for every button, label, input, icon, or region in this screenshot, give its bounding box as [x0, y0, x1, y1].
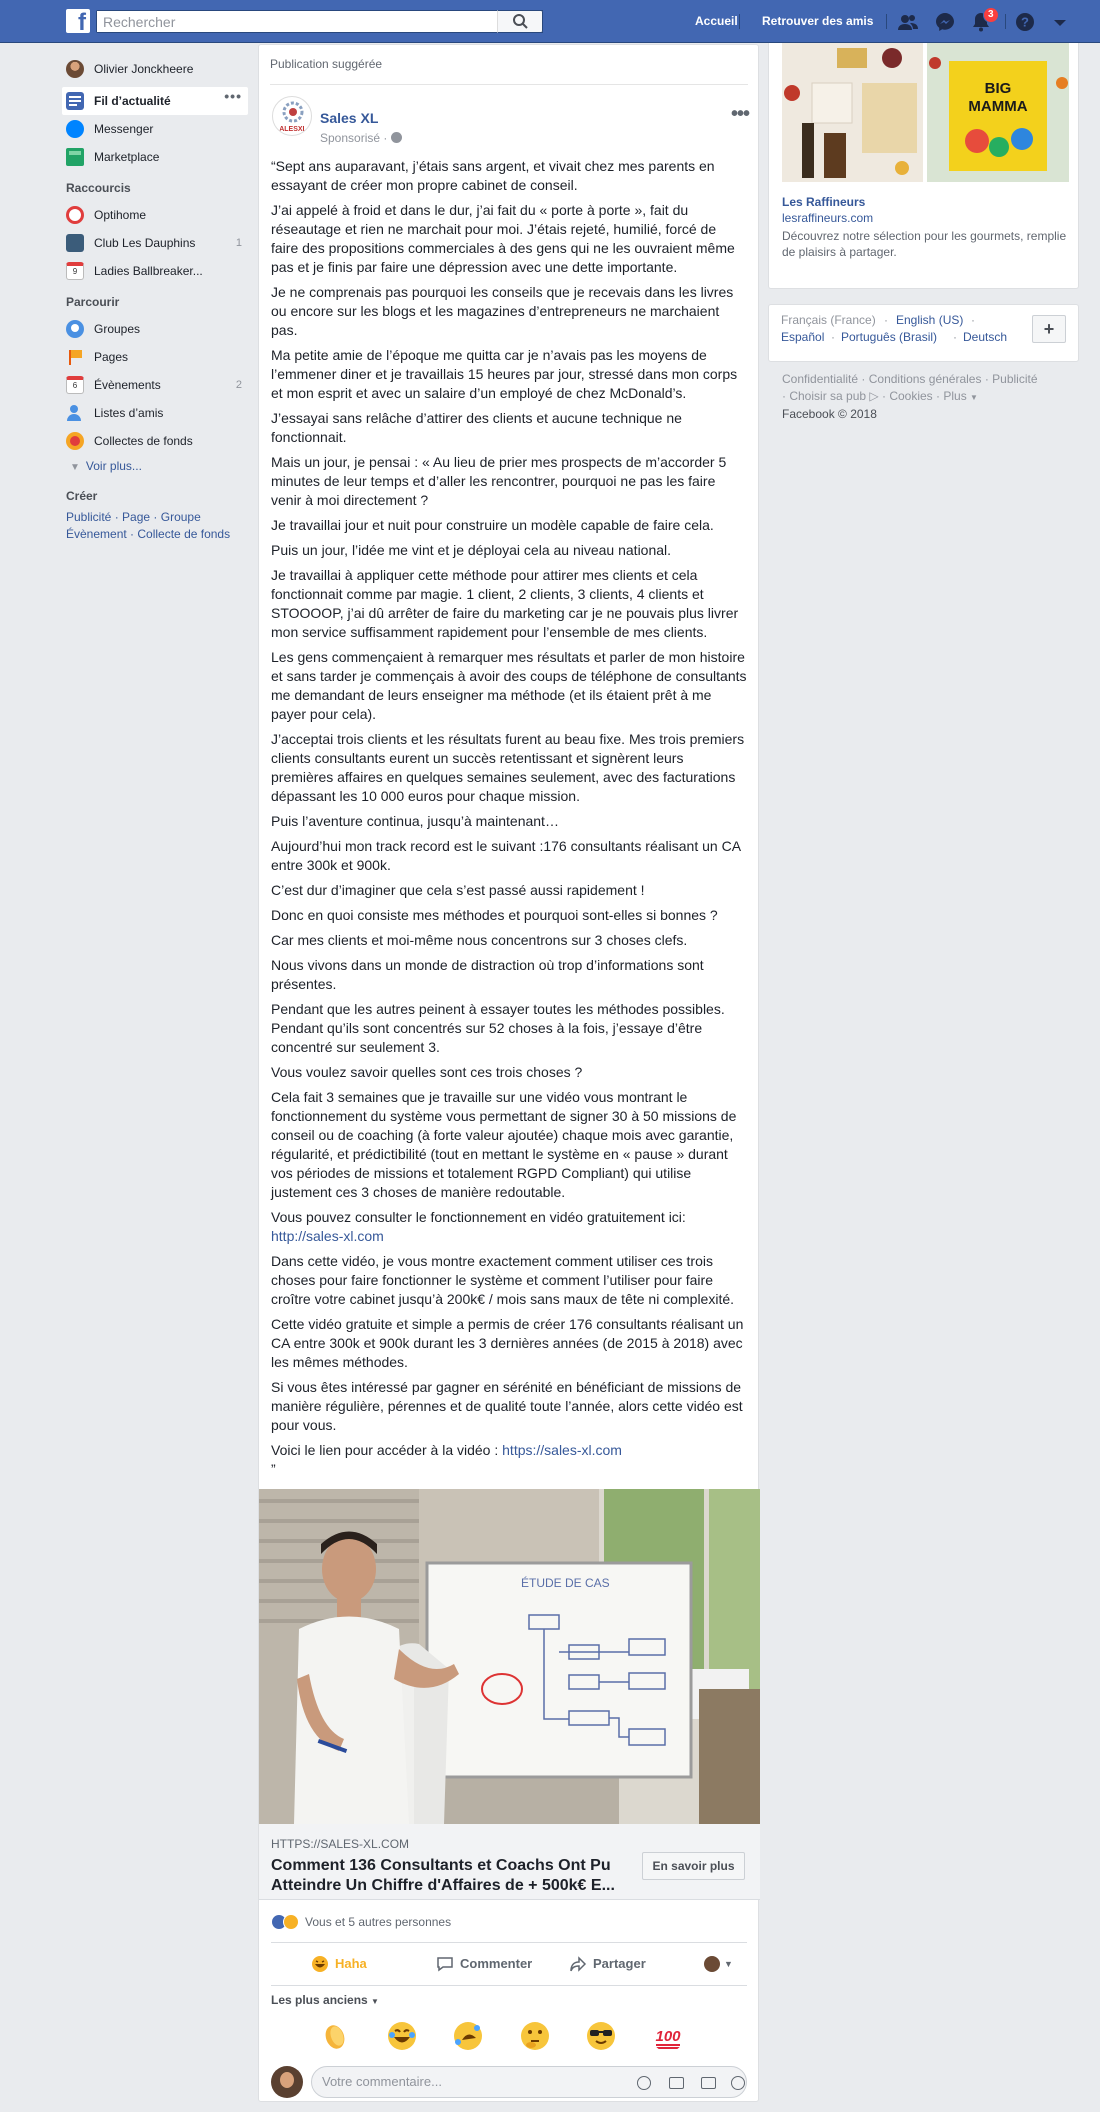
chevron-down-icon: ▼ [371, 1997, 379, 2006]
hundred-points-icon[interactable] [652, 2020, 684, 2052]
sponsored-post-card [258, 44, 759, 2102]
chevron-down-icon: ▼ [70, 462, 80, 473]
rolling-laughing-icon[interactable] [452, 2020, 484, 2052]
ad-description: Découvrez notre sélection pour les gourmets, remplie de plaisirs à partager. [782, 229, 1067, 259]
ad-advertiser-name[interactable]: Les Raffineurs [782, 195, 866, 209]
sidebar-item-groups[interactable] [62, 315, 248, 343]
post-paragraph: Mais un jour, je pensai : « Au lieu de prier mes prospects de m’accorder 5 minutes de leur temps et d’aller les rencontrer, pourquoi ne pas les faire venir à moi directement ? [271, 454, 727, 508]
final-text: Voici le lien pour accéder à la vidéo : [271, 1442, 499, 1458]
post-paragraph: J’acceptai trois clients et les résultats furent au beau fixe. Mes trois premiers clients consultants eurent un succès retentissant et signèrent leurs premières affaires en quelques semaines seulement, avec des facturations dépassant les 10 000 euros pour chaque mission. [271, 731, 745, 804]
sidebar-item-label: Messenger [94, 122, 154, 136]
emoji-icon[interactable] [637, 2076, 651, 2090]
sidebar-item-label: Marketplace [94, 150, 160, 164]
reaction-audience-selector[interactable] [704, 1943, 733, 1985]
create-group-link[interactable]: Groupe [160, 510, 201, 524]
sort-label: Les plus anciens [271, 1993, 368, 2007]
sidebar-item-pages[interactable] [62, 343, 248, 371]
post-paragraph: Puis l’aventure continua, jusqu’à maintenant… [271, 813, 559, 829]
sidebar-item-marketplace[interactable] [62, 143, 248, 171]
post-paragraph: Si vous êtes intéressé par gagner en sérénité en bénéficiant de missions de manière régulière, pérennes et de qualité toute l’année, alors cette vidéo est pour vous. [271, 1379, 743, 1433]
optihome-page-icon [66, 206, 84, 224]
notifications-badge: 3 [983, 7, 999, 23]
post-paragraph: Pendant que les autres peinent à essayer toutes les méthodes possibles. Pendant qu’ils sont concentrés sur 52 choses à la fois, j’essaye d’être concentré sur seulement 3. [271, 1001, 725, 1055]
post-paragraph: Ma petite amie de l’époque me quitta car je n’avais pas les moyens de l’emmener diner et je travaillais 15 heures par jour, stressé dans mon corps et mon esprit et avec un salaire d’un employé de chez McDonald’s. [271, 347, 738, 401]
clapping-hands-icon[interactable] [319, 2020, 351, 2052]
separator: · [884, 313, 888, 327]
final-link[interactable]: https://sales-xl.com [502, 1442, 622, 1458]
share-button[interactable] [569, 1943, 646, 1985]
quick-reaction-emojis [319, 2020, 719, 2060]
language-link[interactable]: Deutsch [963, 330, 1008, 344]
share-label: Partager [593, 1956, 646, 1971]
svg-text:ALESXL: ALESXL [279, 126, 307, 133]
thinking-face-icon[interactable] [519, 2020, 551, 2052]
fundraiser-heart-icon [66, 432, 84, 450]
profile-link[interactable] [62, 55, 248, 83]
page-name-link[interactable]: Sales XL [320, 110, 379, 126]
link-title-line-1[interactable]: Comment 136 Consultants et Coachs Ont Pu [271, 1857, 611, 1874]
search-button[interactable] [497, 10, 543, 33]
post-paragraph: C’est dur d’imaginer que cela s’est passé aussi rapidement ! [271, 882, 645, 898]
svg-text:ÉTUDE DE CAS: ÉTUDE DE CAS [521, 1576, 610, 1590]
comment-placeholder: Votre commentaire... [322, 2074, 442, 2089]
marketplace-icon [66, 148, 84, 166]
tears-of-joy-icon[interactable] [386, 2020, 418, 2052]
sales-xl-logo [273, 97, 312, 136]
sidebar-item-events[interactable] [62, 371, 248, 399]
shortcuts-title: Raccourcis [66, 181, 131, 195]
post-paragraph: Cette vidéo gratuite et simple a permis de créer 176 consultants réalisant un CA entre 300k et 900k durant les 3 dernières années (de 2015 à 2018) avec les mêmes méthodes. [271, 1316, 744, 1370]
search-icon [498, 11, 544, 32]
post-paragraph: “Sept ans auparavant, j’étais sans argent, et vivait chez mes parents en essayant de créer mon propre cabinet de conseil. [271, 158, 715, 193]
sidebar-item-label: Groupes [94, 322, 141, 336]
ad-url[interactable]: lesraffineurs.com [782, 211, 874, 225]
left-sidebar [62, 55, 248, 543]
consult-text: Vous pouvez consulter le fonctionnement en vidéo gratuitement ici: [271, 1209, 686, 1225]
post-paragraph: Vous voulez savoir quelles sont ces trois choses ? [271, 1064, 583, 1080]
post-paragraph: Donc en quoi consiste mes méthodes et pourquoi sont-elles si bonnes ? [271, 907, 718, 923]
haha-button[interactable] [311, 1943, 367, 1985]
post-paragraph: Car mes clients et moi-même nous concentrons sur 3 choses clefs. [271, 932, 688, 948]
avatar [704, 1956, 720, 1972]
calendar-icon: 6 [66, 376, 84, 394]
footer-links: Confidentialité · Conditions générales · Publicité · Choisir sa pub ▷ · Cookies · Plus ▼ Facebook © 2018 [782, 372, 1038, 421]
sidebar-item-optihome[interactable] [62, 201, 248, 229]
top-bar [0, 0, 1100, 43]
sidebar-item-friend-lists[interactable] [62, 399, 248, 427]
language-link[interactable]: English (US) [896, 313, 964, 327]
add-language-button[interactable]: + [1032, 315, 1066, 343]
reactions-text: Vous et 5 autres personnes [305, 1915, 452, 1929]
calendar-icon: 9 [66, 262, 84, 280]
profile-name: Olivier Jonckheere [94, 62, 194, 76]
consult-link[interactable]: http://sales-xl.com [271, 1228, 384, 1244]
share-icon [569, 1955, 587, 1973]
separator: · [971, 313, 975, 327]
post-text [271, 157, 747, 1479]
post-paragraph [271, 1208, 747, 1246]
post-paragraph: Dans cette vidéo, je vous montre exactement comment utiliser ces trois choses pour faire fonctionner le système et comment l’utiliser pour faire croître votre cabinet jusqu’à 200k€ / mois sans maux de tête ni complexité. [271, 1253, 735, 1307]
create-title: Créer [66, 489, 98, 503]
ad-photo-1 [782, 43, 923, 182]
footer-link[interactable]: Cookies [889, 389, 933, 403]
sidebar-item-label: Ladies Ballbreaker... [94, 264, 203, 278]
sunglasses-face-icon[interactable] [585, 2020, 617, 2052]
create-ad-link[interactable]: Publicité [66, 510, 112, 524]
sidebar-item-messenger[interactable] [62, 115, 248, 143]
explore-title: Parcourir [66, 295, 120, 309]
chevron-down-icon: ▼ [970, 393, 978, 402]
see-more-link[interactable] [62, 455, 248, 477]
sidebar-item-news-feed[interactable] [62, 87, 248, 115]
footer-link[interactable]: Plus [943, 389, 967, 403]
sponsored-ad[interactable] [768, 43, 1079, 289]
current-language: Français (France) [781, 313, 876, 327]
facebook-logo[interactable]: f [66, 9, 90, 33]
comment-label: Commenter [460, 1956, 533, 1971]
post-paragraph: Les gens commençaient à remarquer mes résultats et parler de mon histoire et sans tarder je commençais à avoir des coups de téléphone de consultants me demandant de leurs enseigner ma méthode (et ils étaient prêt à me payer pour cela). [271, 649, 747, 722]
haha-label: Haha [335, 1956, 367, 1971]
camera-icon[interactable] [669, 2077, 684, 2089]
avatar [271, 2066, 303, 2098]
ad-image-cookbook[interactable] [927, 43, 1069, 182]
haha-icon [311, 1955, 329, 1973]
post-paragraph: Je travaillai à appliquer cette méthode pour attirer mes clients et cela fonctionnait comme par magie. 1 client, 2 clients, 3 clients, 4 clients et STOOOOP, j’ai dû arrêter de faire du marketing car je ne pouvais plus livrer mon service suffisamment rapidement pour l’ensemble de mes clients. [271, 567, 739, 640]
ad-photo-2 [927, 43, 1069, 182]
separator: · [953, 330, 957, 344]
create-links: Publicité · Page · Groupe Évènement · Collecte de fonds [66, 510, 231, 541]
messenger-icon[interactable] [934, 11, 956, 33]
suggested-post-label: Publication suggérée [270, 45, 748, 85]
create-page-link[interactable]: Page [122, 510, 151, 524]
adchoices-icon: ▷ [869, 389, 879, 403]
see-more-label: Voir plus... [85, 459, 142, 473]
post-paragraph: Nous vivons dans un monde de distraction où trop d’informations sont présentes. [271, 957, 704, 992]
create-event-link[interactable]: Évènement [66, 527, 127, 541]
reactions-summary[interactable] [271, 1907, 451, 1937]
more-options-icon[interactable]: ••• [224, 88, 242, 104]
friend-list-icon [66, 404, 84, 422]
sidebar-item-label: Pages [94, 350, 129, 364]
sidebar-item-label: Collectes de fonds [94, 434, 193, 448]
sidebar-item-fundraisers[interactable] [62, 427, 248, 455]
svg-text:BIG: BIG [984, 80, 1012, 97]
footer-link[interactable]: Confidentialité [782, 372, 859, 386]
account-menu-chevron-down-icon[interactable] [1049, 11, 1071, 33]
svg-text:100: 100 [655, 2028, 681, 2045]
post-meta: Sponsorisé · [320, 131, 402, 145]
group-avatar-icon [66, 234, 84, 252]
home-link[interactable]: Accueil [695, 14, 738, 28]
footer-link[interactable]: Choisir sa pub [789, 389, 867, 403]
post-paragraph: Je ne comprenais pas pourquoi les conseils que je recevais dans les livres ou encore sur les blogs et les magazines d’entrepreneurs ne marchaient pas. [271, 284, 734, 338]
link-preview[interactable] [259, 1824, 760, 1900]
page-avatar[interactable] [272, 96, 312, 136]
post-paragraphs [271, 157, 747, 1202]
post-options-icon[interactable]: ••• [731, 103, 750, 125]
link-domain: HTTPS://SALES-XL.COM [271, 1837, 410, 1851]
link-title-line-2[interactable]: Atteindre Un Chiffre d'Affaires de + 500k€ E... [271, 1877, 615, 1894]
language-selector [768, 304, 1079, 362]
sidebar-item-club-les-dauphins[interactable] [62, 229, 248, 257]
sidebar-item-ladies-ballbreaker[interactable] [62, 257, 248, 285]
comment-input[interactable] [311, 2066, 747, 2098]
language-link[interactable]: Português (Brasil) [841, 330, 938, 344]
sticker-icon[interactable] [731, 2076, 745, 2090]
news-feed-icon [66, 92, 84, 110]
globe-icon [391, 132, 402, 143]
footer-link[interactable]: Conditions générales [868, 372, 982, 386]
sidebar-item-label: Optihome [94, 208, 147, 222]
language-link[interactable]: Español [781, 330, 825, 344]
sidebar-item-label: Évènements [94, 378, 161, 392]
comment-composer [271, 2064, 747, 2100]
svg-text:?: ? [1021, 14, 1029, 30]
avatar [66, 60, 84, 78]
sidebar-item-label: Listes d’amis [94, 406, 164, 420]
sidebar-item-label: Fil d’actualité [94, 94, 171, 108]
sponsored-label[interactable]: Sponsorisé [320, 131, 381, 145]
learn-more-button[interactable]: En savoir plus [642, 1852, 745, 1880]
find-friends-link[interactable]: Retrouver des amis [762, 14, 874, 28]
unread-count: 1 [235, 237, 242, 249]
svg-text:MAMMA: MAMMA [968, 98, 1028, 115]
post-paragraph: Aujourd’hui mon track record est le suivant :176 consultants réalisant un CA entre 300k et 900k. [271, 838, 741, 873]
post-actions [271, 1942, 747, 1986]
messenger-icon [66, 120, 84, 138]
separator: · [831, 330, 835, 344]
ad-image-gourmet-products[interactable] [782, 43, 923, 182]
comment-icon [436, 1955, 454, 1973]
chevron-down-icon: ▼ [724, 1959, 733, 1969]
post-paragraph: Puis un jour, l’idée me vint et je déployai cela au niveau national. [271, 542, 672, 558]
groups-icon [66, 320, 84, 338]
sidebar-item-label: Club Les Dauphins [94, 236, 196, 250]
pages-flag-icon [66, 348, 84, 366]
gif-icon[interactable] [701, 2077, 716, 2089]
footer-link[interactable]: Publicité [992, 372, 1038, 386]
search-box [96, 10, 543, 33]
copyright: Facebook © 2018 [782, 407, 877, 421]
post-paragraph [271, 1441, 747, 1479]
help-icon[interactable] [1014, 11, 1036, 33]
closing-quote: ” [271, 1461, 276, 1477]
post-paragraph: Je travaillai jour et nuit pour construire un modèle capable de faire cela. [271, 517, 714, 533]
haha-reaction-icon [283, 1914, 299, 1930]
comment-sort-selector[interactable] [271, 1993, 379, 2007]
search-input[interactable] [97, 11, 543, 32]
comment-button[interactable] [436, 1943, 532, 1985]
post-paragraph: Cela fait 3 semaines que je travaille sur une vidéo vous montrant le fonctionnement du système vous permettant de signer 30 à 50 missions de conseil ou de coaching (à forte valeur ajoutée) chaque mois avec garantie, régularité, et prédictibilité (tout en mettant le système en « pause » durant vos périodes de missions et totalement RGPD Compliant) qui utilise justement ces 3 choses de manière redoutable. [271, 1089, 737, 1200]
post-paragraph: J’ai appelé à froid et dans le dur, j’ai fait du « porte à porte », fait du réseautage et rien ne marchait pour moi. J’étais rejeté, humilié, forcé de faire des propositions commerciales à des gens qui ne les ouvraient même pas et je finis par faire une dépression avec une dette importante. [271, 202, 735, 275]
post-image[interactable] [259, 1489, 760, 1824]
friend-requests-icon[interactable] [897, 11, 919, 33]
post-paragraph: J’essayai sans relâche d’attirer des clients et aucune technique ne fonctionnait. [271, 410, 682, 445]
create-fundraiser-link[interactable]: Collecte de fonds [137, 527, 231, 541]
unread-count: 2 [235, 379, 242, 391]
whiteboard-photo [259, 1489, 760, 1824]
post-paragraphs-after [271, 1252, 747, 1435]
